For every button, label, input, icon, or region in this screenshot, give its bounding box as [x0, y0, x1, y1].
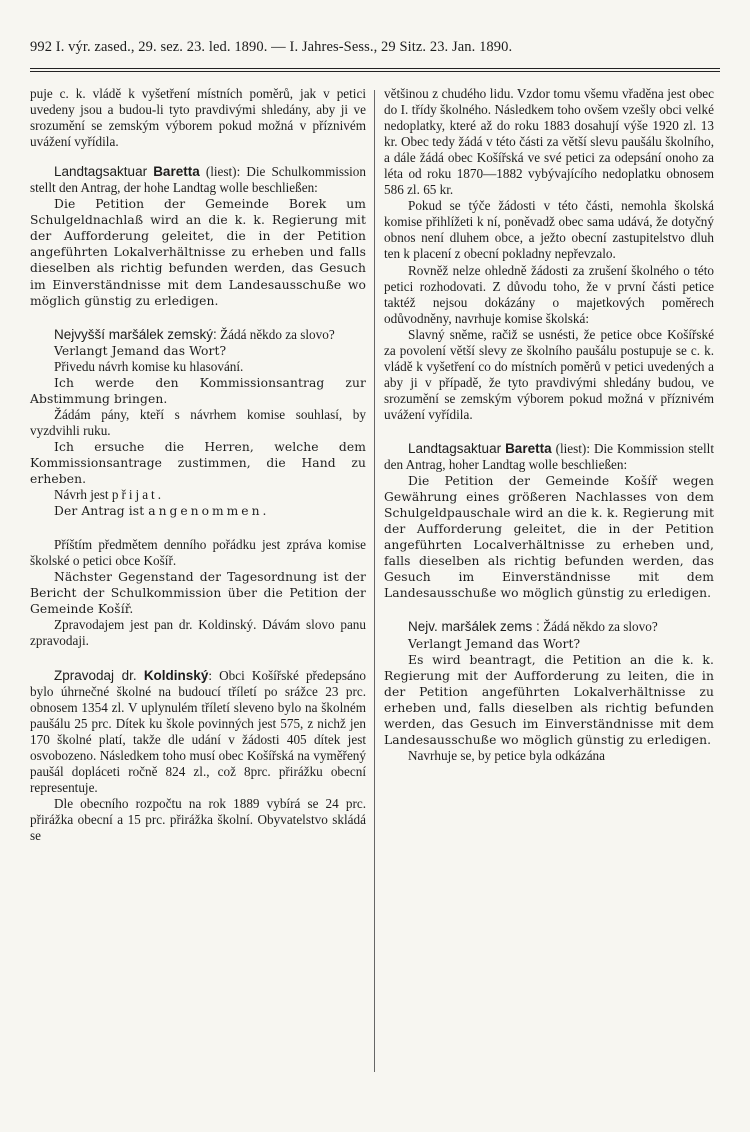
speaker-label: Zpravodaj dr.	[54, 667, 137, 683]
paragraph-text: Pokud se týče žádosti v této části, nemohla školská komise přihlížeti k ní, poněvadž obec sama udává, že dotyčný obnos není dluhem obce, a ježto obecní zastupitelstvo dluh ten k placení z obecní pokladny nepřevzalo.	[384, 198, 714, 262]
paragraph	[384, 198, 714, 262]
paragraph	[30, 86, 366, 150]
header-rule-thin	[30, 71, 720, 72]
spaced-emphasis: angenommen.	[148, 504, 270, 519]
paragraph-text: puje c. k. vládě k vyšetření místních poměrů, jak v petici uvedeny jsou a budou-li tyto pravdivými shledány, aby ji ve srozumění se zemským výborem pokud možná v příznivém uvážení vyřídila.	[30, 86, 366, 150]
paragraph-text: Die Petition der Gemeinde Borek um Schulgeldnachlaß wird an die k. k. Regierung mit der Aufforderung geleitet, die in der Petition angeführten Lokalverhältnisse zu erheben und falls dieselben als richtig befunden werden, das Gesuch im Einverständnisse mit dem Landesausschuße wo möglich günstig zu erledigen.	[30, 197, 366, 308]
paragraph-text: : Obci Košířské předepsáno bylo úhrnečné školné na budoucí tříletí po srážce 23 prc. obnosem 1354 zl. V uplynulém tříletí sleveno bylo na školném paušálu 25 prc. Dítek ku škole povinných jest 575, z nichž jen 170 školné platí, takže dle udání v žádosti 405 dítek jest osvobozeno. Následkem toho musí obec Košířská na vyměřený paušál dopláceti ročně 824 zl., což 8prc. přirážku obecní representuje.	[30, 667, 367, 795]
speaker-name: Baretta	[505, 440, 552, 456]
right-column	[384, 86, 714, 764]
paragraph-text: Návrh jest	[54, 487, 109, 503]
paragraph	[30, 327, 366, 343]
paragraph	[30, 375, 366, 407]
paragraph-text: Verlangt Jemand das Wort?	[408, 636, 581, 651]
paragraph-text: Přivedu návrh komise ku hlasování.	[54, 358, 244, 374]
paragraph	[30, 503, 366, 519]
spaced-emphasis: přijat.	[111, 487, 165, 503]
paragraph-text: Žádá někdo za slovo?	[216, 326, 335, 342]
paragraph	[384, 473, 714, 601]
paragraph	[384, 636, 714, 652]
paragraph-text: Žádám pány, kteří s návrhem komise souhlasí, by vyzdvihli ruku.	[30, 406, 366, 438]
paragraph	[30, 537, 366, 569]
paragraph	[30, 196, 366, 308]
paragraph	[384, 441, 714, 473]
paragraph	[30, 487, 366, 503]
paragraph-text: Žádá někdo za slovo?	[539, 619, 658, 635]
speaker-label: Nejv. maršálek zems :	[408, 619, 540, 635]
speaker-label: Landtagsaktuar	[408, 440, 502, 456]
speaker-name: Baretta	[153, 164, 200, 180]
paragraph-text: Dle obecního rozpočtu na rok 1889 vybírá se 24 prc. přirážka obecní a 15 prc. přirážka školní. Obyvatelstvo skládá se	[30, 795, 366, 843]
paragraph	[30, 164, 366, 196]
paragraph	[384, 327, 714, 423]
column-divider	[374, 90, 375, 1072]
paragraph	[30, 439, 366, 487]
paragraph-text: Rovněž nelze ohledně žádosti za zrušení školného o této petici rozhodovati. Z důvodu toho, že v první části petice taktéž nejsou dokázány o majetkových poměrech odůvodněny, navrhuje komise školská:	[384, 262, 714, 326]
paragraph	[30, 668, 366, 796]
paragraph-text: Slavný sněme, račiž se usnésti, že petice obce Košířské za povolení větší slevy ze školního paušálu postupuje se c. k. vládě k vyšetření co do místních poměrů v petici uvedených a aby ji v případě, že tyto pravdivými shledány budou, ve srozumění se zemským výborem pokud možná v příznivém uvážení vyřídila.	[384, 326, 714, 422]
paragraph-text: Der Antrag ist	[54, 504, 145, 519]
paragraph-text: Verlangt Jemand das Wort?	[54, 343, 227, 358]
paragraph-text: Die Petition der Gemeinde Košíř wegen Gewährung eines größeren Nachlasses von dem Schulgeldpauschale wird an die k. k. Regierung mit der Aufforderung geleitet, die in der Petition angeführten Localverhältnisse zu erheben und, falls dieselben als richtig befunden werden, das Gesuch im Einverständnisse mit dem Landesausschuße wo möglich günstig zu erledigen.	[384, 474, 714, 601]
speaker-label: Nejvyšší maršálek zemský:	[54, 326, 217, 342]
paragraph-text: Navrhuje se, by petice byla odkázána	[408, 747, 605, 763]
paragraph	[384, 652, 714, 748]
running-header: 992 I. výr. zased., 29. sez. 23. led. 1890. — I. Jahres-Sess., 29 Sitz. 23. Jan. 1890.	[30, 39, 513, 55]
paragraph	[384, 86, 714, 198]
paragraph-text: (liest): Die Kommission stellt den Antrag, hoher Landtag wolle beschließen:	[384, 440, 714, 473]
speaker-label: Landtagsaktuar	[54, 164, 148, 180]
paragraph-text: Nächster Gegenstand der Tagesordnung ist der Bericht der Schulkommission über die Petition der Gemeinde Košíř.	[30, 570, 366, 617]
paragraph	[30, 569, 366, 617]
paragraph-text: Příštím předmětem denního pořádku jest zpráva komise školské o petici obce Košíř.	[30, 537, 366, 569]
paragraph	[384, 263, 714, 327]
left-column	[30, 86, 366, 844]
paragraph	[30, 617, 366, 649]
paragraph-text: Ich werde den Kommissionsantrag zur Abstimmung bringen.	[30, 375, 366, 406]
paragraph	[30, 359, 366, 375]
paragraph	[384, 619, 714, 635]
paragraph	[30, 796, 366, 844]
paragraph-text: většinou z chudého lidu. Vzdor tomu všemu vřaděna jest obec do I. třídy školného. Následkem toho ovšem vzešly obci velké nedoplatky, které až do roku 1883 dosahují výše 1920 zl. 13 kr. Obec tedy žádá v této části za větší slevu paušálu školního, a dále žádá obec Košířská ve své petici za odepsání onoho za léta od roku 1870—1882 vybývajícího nedoplatku obnosem 586 zl. 65 kr.	[384, 86, 714, 198]
speaker-name: Koldinský	[143, 667, 209, 683]
header-rule	[30, 68, 720, 69]
paragraph	[384, 748, 714, 764]
paragraph-text: Zpravodajem jest pan dr. Koldinský. Dávám slovo panu zpravodaji.	[30, 617, 366, 649]
paragraph	[30, 407, 366, 439]
paragraph	[30, 343, 366, 359]
paragraph-text: (liest): Die Schulkommission stellt den Antrag, der hohe Landtag wolle beschließen:	[30, 164, 366, 196]
paragraph-text: Es wird beantragt, die Petition an die k. k. Regierung mit der Aufforderung zu leiten, die in der Petition angeführten Lokalverhältnisse zu erheben und, falls dieselben als richtig befunden werden, das Gesuch im Einverständnisse mit dem Landesausschuße wo möglich günstig zu erledigen.	[384, 652, 714, 747]
paragraph-text: Ich ersuche die Herren, welche dem Kommissionsantrage zustimmen, die Hand zu erheben.	[30, 439, 366, 487]
